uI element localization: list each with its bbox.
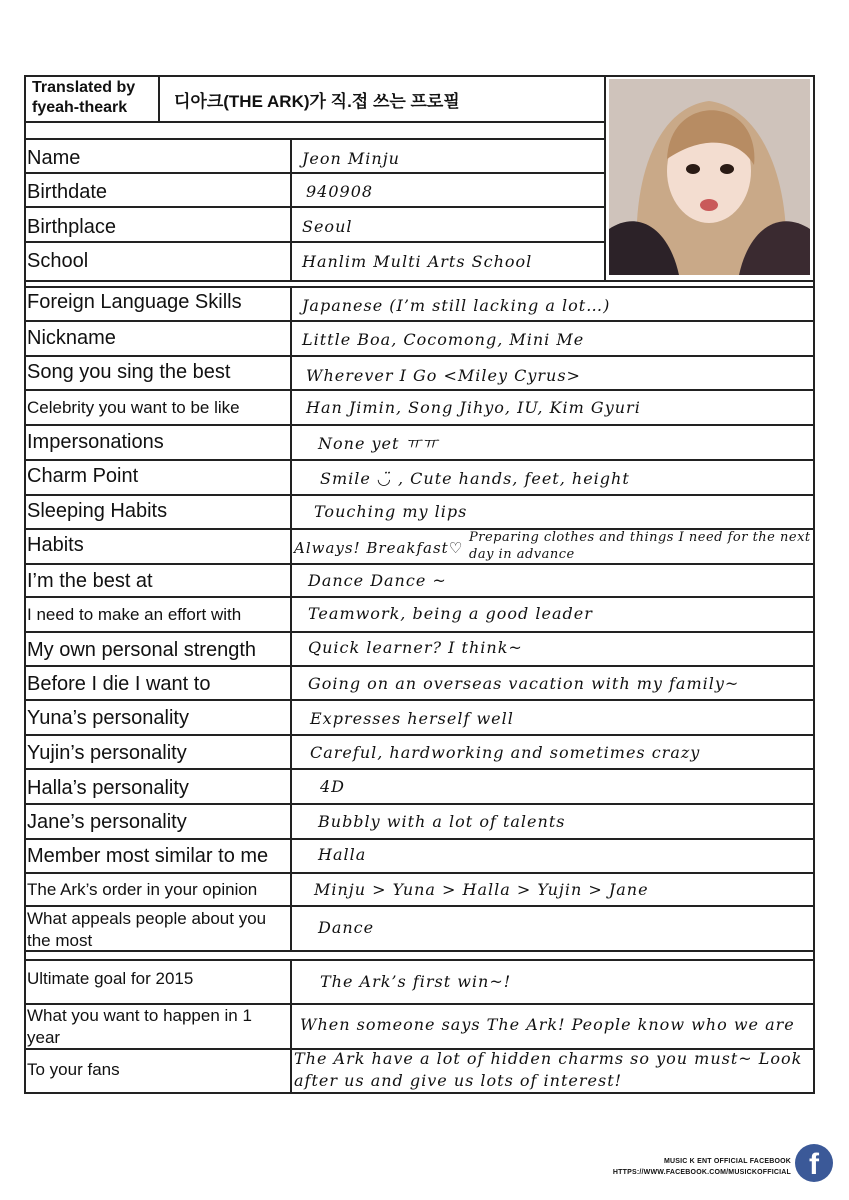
label-celebrity: Celebrity you want to be like bbox=[27, 398, 240, 417]
value-school: Hanlim Multi Arts School bbox=[302, 252, 533, 271]
value-halla: 4D bbox=[320, 777, 346, 796]
value-name: Jeon Minju bbox=[302, 149, 400, 168]
divider bbox=[24, 768, 815, 770]
value-impersonations: None yet ㅠㅠ bbox=[318, 434, 439, 453]
divider bbox=[24, 959, 815, 961]
label-halla: Halla’s personality bbox=[27, 777, 189, 799]
label-yuna: Yuna’s personality bbox=[27, 707, 189, 729]
divider bbox=[24, 665, 815, 667]
divider bbox=[24, 734, 815, 736]
divider bbox=[24, 872, 815, 874]
divider bbox=[813, 75, 815, 1094]
divider bbox=[24, 121, 606, 123]
label-impersonations: Impersonations bbox=[27, 431, 164, 453]
page-footer bbox=[613, 1156, 791, 1178]
divider bbox=[24, 563, 815, 565]
label-best-at: I’m the best at bbox=[27, 570, 153, 592]
label-most-similar: Member most similar to me bbox=[27, 845, 269, 867]
divider bbox=[24, 905, 815, 907]
label-goal-2015: Ultimate goal for 2015 bbox=[27, 969, 194, 988]
divider bbox=[604, 75, 606, 280]
translator-credit-line2: fyeah-theark bbox=[32, 99, 128, 116]
value-sleeping-habits: Touching my lips bbox=[314, 502, 468, 521]
divider bbox=[24, 494, 815, 496]
value-before-i-die: Going on an overseas vacation with my family~ bbox=[308, 674, 740, 693]
label-foreign-language: Foreign Language Skills bbox=[27, 291, 242, 313]
divider bbox=[24, 424, 815, 426]
value-yujin: Careful, hardworking and sometimes crazy bbox=[310, 743, 701, 762]
value-most-similar: Halla bbox=[318, 845, 367, 864]
page-title: 디아크(THE ARK)가 직.접 쓰는 프로필 bbox=[174, 92, 460, 111]
label-sleeping-habits: Sleeping Habits bbox=[27, 500, 168, 522]
label-name: Name bbox=[27, 147, 81, 169]
divider bbox=[24, 631, 815, 633]
divider bbox=[24, 355, 815, 357]
value-habits-b: Preparing clothes and things I need for the next day in advance bbox=[469, 530, 811, 562]
value-jane: Bubbly with a lot of talents bbox=[318, 812, 566, 831]
label-yujin: Yujin’s personality bbox=[27, 742, 187, 764]
value-foreign-language: Japanese (I’m still lacking a lot…) bbox=[302, 296, 611, 315]
translator-credit bbox=[32, 78, 135, 118]
divider bbox=[290, 138, 292, 280]
value-yuna: Expresses herself well bbox=[310, 709, 514, 728]
divider bbox=[24, 596, 815, 598]
value-effort: Teamwork, being a good leader bbox=[308, 604, 593, 623]
value-goal-2015: The Ark’s first win~! bbox=[320, 972, 512, 991]
label-before-i-die: Before I die I want to bbox=[27, 673, 211, 695]
divider bbox=[24, 389, 815, 391]
translator-credit-line1: Translated by bbox=[32, 79, 136, 96]
divider bbox=[158, 75, 160, 123]
divider bbox=[24, 75, 26, 1094]
divider bbox=[24, 320, 815, 322]
label-birthdate: Birthdate bbox=[27, 181, 108, 203]
profile-sheet bbox=[24, 75, 815, 1094]
divider bbox=[24, 241, 606, 243]
divider bbox=[24, 206, 606, 208]
value-best-at: Dance Dance ~ bbox=[308, 571, 447, 590]
label-to-fans: To your fans bbox=[27, 1060, 120, 1079]
facebook-icon: f bbox=[795, 1144, 833, 1182]
label-nickname: Nickname bbox=[27, 327, 116, 349]
divider bbox=[290, 959, 292, 1093]
divider bbox=[24, 172, 606, 174]
profile-photo bbox=[609, 79, 810, 275]
divider bbox=[24, 699, 815, 701]
label-jane: Jane’s personality bbox=[27, 811, 187, 833]
divider bbox=[24, 459, 815, 461]
value-song: Wherever I Go <Miley Cyrus> bbox=[306, 366, 581, 385]
value-celebrity: Han Jimin, Song Jihyo, IU, Kim Gyuri bbox=[306, 398, 641, 417]
value-order: Minju > Yuna > Halla > Yujin > Jane bbox=[314, 880, 649, 899]
value-appeal: Dance bbox=[318, 918, 375, 937]
label-order: The Ark’s order in your opinion bbox=[27, 880, 258, 899]
label-one-year: What you want to happen in 1 year bbox=[27, 1006, 252, 1047]
value-habits-a: Always! Breakfast♡ bbox=[294, 539, 464, 557]
label-effort: I need to make an effort with bbox=[27, 605, 242, 624]
value-birthdate: 940908 bbox=[306, 182, 374, 201]
divider bbox=[24, 286, 815, 288]
divider bbox=[24, 280, 815, 282]
divider bbox=[24, 75, 815, 77]
divider bbox=[24, 138, 606, 140]
value-nickname: Little Boa, Cocomong, Mini Me bbox=[302, 330, 585, 349]
divider bbox=[24, 1092, 815, 1094]
divider bbox=[24, 803, 815, 805]
label-song: Song you sing the best bbox=[27, 361, 231, 383]
label-charm-point: Charm Point bbox=[27, 465, 139, 487]
portrait-image bbox=[609, 79, 810, 275]
value-to-fans: The Ark have a lot of hidden charms so you must~ Look after us and give us lots of interest! bbox=[294, 1049, 803, 1090]
value-charm-point: Smile ◡̈ , Cute hands, feet, height bbox=[320, 469, 630, 488]
label-habits: Habits bbox=[27, 534, 84, 556]
value-birthplace: Seoul bbox=[302, 217, 353, 236]
divider bbox=[24, 838, 815, 840]
label-school: School bbox=[27, 250, 89, 272]
footer-brand: MUSIC K ENT OFFICIAL FACEBOOK bbox=[663, 1158, 791, 1165]
footer-url: HTTPS://WWW.FACEBOOK.COM/MUSICKOFFICIAL bbox=[612, 1169, 791, 1176]
label-appeal: What appeals people about you the most bbox=[27, 909, 267, 950]
label-birthplace: Birthplace bbox=[27, 216, 116, 238]
value-one-year: When someone says The Ark! People know who we are bbox=[300, 1015, 795, 1034]
divider bbox=[290, 286, 292, 950]
value-strength: Quick learner? I think~ bbox=[308, 638, 523, 657]
label-strength: My own personal strength bbox=[27, 639, 257, 661]
